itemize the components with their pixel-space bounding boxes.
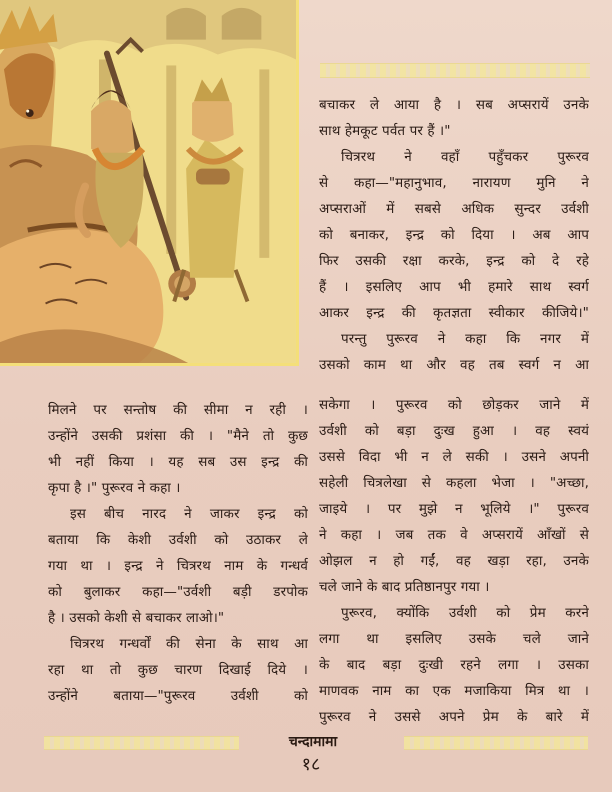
text-line: उन्होंने उसकी प्रशंसा की । "मैने तो कुछ bbox=[48, 428, 308, 444]
text-line: मिलने पर सन्तोष की सीमा न रही । bbox=[48, 402, 308, 418]
text-line: आकर इन्द्र की कृतज्ञता स्वीकार कीजिये।" bbox=[319, 305, 589, 321]
text-line: चित्ररथ ने वहाँ पहुँचकर पुरूरव bbox=[341, 149, 589, 165]
text-line: साथ हेमकूट पर्वत पर हैं ।" bbox=[319, 123, 451, 139]
text-line: उर्वशी को बड़ा दुःख हुआ । वह स्वयं bbox=[319, 423, 589, 439]
text-line: पुरूरव, क्योंकि उर्वशी को प्रेम करने bbox=[341, 605, 589, 621]
text-line: ओझल न हो गईं, वह खड़ा रहा, उनके bbox=[319, 553, 589, 569]
magazine-title: चन्दामामा bbox=[288, 734, 338, 750]
text-line: है । उसको केशी से बचाकर लाओ।" bbox=[48, 610, 225, 626]
left-column-text bbox=[48, 397, 308, 709]
text-line: चित्ररथ गन्धर्वों की सेना के साथ आ bbox=[70, 636, 308, 652]
text-line: पुरूरव ने उससे अपने प्रेम के बारे में bbox=[319, 709, 589, 725]
text-line: परन्तु पुरूरव ने कहा कि नगर में bbox=[341, 331, 589, 347]
text-line: हैं । इसलिए आप भी हमारे साथ स्वर्ग bbox=[319, 279, 589, 295]
text-line: रहा था तो कुछ चारण दिखाई दिये । bbox=[48, 662, 308, 678]
text-line: फिर उसकी रक्षा करके, इन्द्र को दे रहे bbox=[319, 253, 589, 269]
story-illustration bbox=[0, 0, 299, 366]
text-line: के बाद बड़ा दुःखी रहने लगा । उसका bbox=[319, 657, 589, 673]
text-line: उससे विदा भी न ले सकी । उसने अपनी bbox=[319, 449, 589, 465]
text-line: उन्होंने बताया—"पुरूरव उर्वशी को bbox=[48, 688, 308, 704]
text-line: को बनाकर, इन्द्र को दिया । अब आप bbox=[319, 227, 589, 243]
text-line: सहेली चित्रलेखा से कहला भेजा । "अच्छा, bbox=[319, 475, 589, 491]
text-line: कृपा है ।" पुरूरव ने कहा । bbox=[48, 480, 181, 496]
text-line: माणवक नाम का एक मजाकिया मित्र था । bbox=[319, 683, 589, 699]
right-column-bottom-text bbox=[319, 392, 589, 730]
text-line: सकेगा । पुरूरव को छोड़कर जाने में bbox=[319, 397, 589, 413]
text-line: भी नहीं किया । यह सब उस इन्द्र की bbox=[48, 454, 308, 470]
text-line: अप्सराओं में सबसे अधिक सुन्दर उर्वशी bbox=[319, 201, 589, 217]
text-line: ने कहा । जब तक वे अप्सरायें आँखों से bbox=[319, 527, 589, 543]
page-number: १८ bbox=[301, 754, 321, 775]
text-line: से कहा—"महानुभाव, नारायण मुनि ने bbox=[319, 175, 589, 191]
ornamental-border-bottom-left bbox=[44, 736, 239, 750]
text-line: उसको काम था और वह तब स्वर्ग न आ bbox=[319, 357, 589, 373]
text-line: को बुलाकर कहा—"उर्वशी बड़ी डरपोक bbox=[48, 584, 308, 600]
illustration-art bbox=[0, 0, 296, 363]
text-line: बचाकर ले आया है । सब अप्सरायें उनके bbox=[319, 97, 589, 113]
ornamental-border-top bbox=[320, 63, 590, 78]
text-line: जाइये । पर मुझे न भूलिये ।" पुरूरव bbox=[319, 501, 589, 517]
text-line: इस बीच नारद ने जाकर इन्द्र को bbox=[70, 506, 308, 522]
ornamental-border-bottom-right bbox=[404, 736, 588, 750]
text-line: लगा था इसलिए उसके चले जाने bbox=[319, 631, 589, 647]
text-line: चले जाने के बाद प्रतिष्ठानपुर गया । bbox=[319, 579, 490, 595]
text-line: गया था । इन्द्र ने चित्ररथ नाम के गन्धर्व bbox=[48, 558, 308, 574]
right-column-top-text bbox=[319, 92, 589, 378]
text-line: बताया कि केशी उर्वशी को उठाकर ले bbox=[48, 532, 308, 548]
